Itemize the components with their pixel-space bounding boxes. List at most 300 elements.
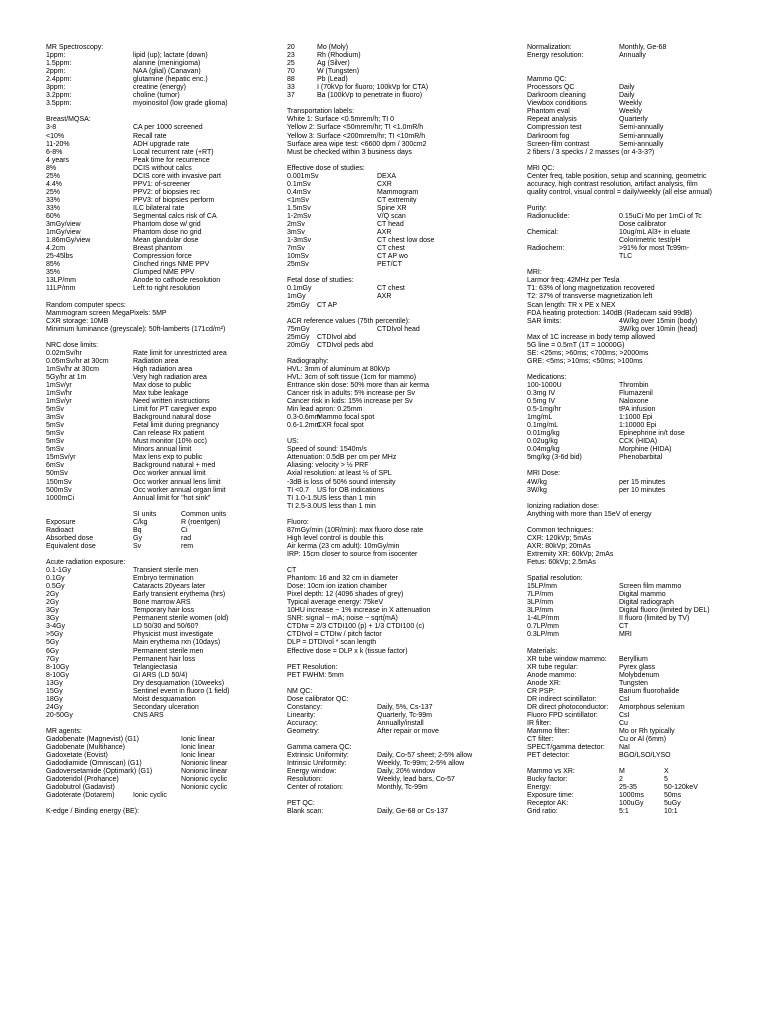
text-line xyxy=(527,213,757,221)
text-line xyxy=(287,720,517,728)
text-line xyxy=(527,438,757,446)
line-spacer xyxy=(287,559,517,567)
line-key: 0.04mg/kg xyxy=(527,446,560,454)
line-key: 150mSv xyxy=(46,478,72,486)
line-key: Receptor AK: xyxy=(527,800,569,808)
text-line xyxy=(46,285,286,293)
line-key: Blank scan: xyxy=(287,808,324,816)
line-value: Embryo termination xyxy=(133,575,194,583)
text-line xyxy=(46,752,286,760)
line-value: Daily, Co-57 sheet; 2-5% allow xyxy=(377,752,473,760)
text-line xyxy=(46,591,286,599)
text-line xyxy=(527,808,757,816)
line-value: Ag (Silver) xyxy=(317,60,350,68)
line-key: Normalization: xyxy=(527,44,572,51)
line-key: T2: 37% of transverse magnetization left xyxy=(527,293,653,301)
line-key: Grid ratio: xyxy=(527,808,558,816)
line-key: 0.001mSv xyxy=(287,172,319,180)
line-key: 25mSv xyxy=(287,261,309,269)
line-value: 4W/kg over 15min (body) xyxy=(619,317,698,325)
text-line xyxy=(527,189,757,197)
text-line xyxy=(527,720,757,728)
line-key: Anything with more than 15eV of energy xyxy=(527,510,652,518)
line-value: DEXA xyxy=(377,172,397,180)
line-value: CTDIvol head xyxy=(377,325,420,333)
line-spacer xyxy=(527,760,757,768)
line-key: Cancer risk in kids: 15% increase per Sv xyxy=(287,398,413,406)
text-line xyxy=(527,430,757,438)
text-line xyxy=(287,406,517,414)
text-line xyxy=(527,551,757,559)
text-line xyxy=(287,784,517,792)
text-line xyxy=(287,414,517,422)
line-key: Common techniques: xyxy=(527,526,594,534)
line-key: 1mSv/yr xyxy=(46,398,72,406)
line-value: Nonionic cyclic xyxy=(181,784,228,792)
line-value: Gy xyxy=(133,534,142,542)
line-value: Semi-annually xyxy=(619,124,664,132)
line-key: 3-4Gy xyxy=(46,623,66,631)
line-key: GRE: <5ms; >10ms; <50ms; >100ms xyxy=(527,357,643,365)
line-value: Weekly xyxy=(619,100,642,108)
line-value: Nonionic linear xyxy=(181,760,228,768)
line-value: Ci xyxy=(181,526,188,534)
line-spacer xyxy=(527,495,757,503)
line-value: CTDIvol abd xyxy=(317,333,356,341)
line-key: Radiochem: xyxy=(527,245,565,253)
line-value: Anode to cathode resolution xyxy=(133,277,221,285)
text-line xyxy=(287,181,517,189)
text-line xyxy=(287,800,517,808)
line-value: Semi-annually xyxy=(619,140,664,148)
line-value: Pyrex glass xyxy=(619,663,656,671)
line-value: Digital fluoro (limited by DEL) xyxy=(619,607,710,615)
text-line xyxy=(46,454,286,462)
text-line xyxy=(287,108,517,116)
line-key: Must be checked within 3 business days xyxy=(287,148,412,156)
text-line xyxy=(527,672,757,680)
text-line xyxy=(46,696,286,704)
text-line xyxy=(287,390,517,398)
line-key: Exposure time: xyxy=(527,792,574,800)
line-key: Anode mammo: xyxy=(527,671,577,679)
line-key: 0.02mSv/hr xyxy=(46,349,82,357)
line-key: Fluoro FPD scintillator: xyxy=(527,711,598,719)
line-value: Temporary hair loss xyxy=(133,607,195,615)
line-key: 5Gy xyxy=(46,639,59,647)
line-key: 50mSv xyxy=(46,470,68,478)
line-key: 7LP/mm xyxy=(527,591,554,599)
text-line xyxy=(527,350,757,358)
text-line xyxy=(287,358,517,366)
text-line xyxy=(46,342,286,350)
line-value: Mammogram xyxy=(377,188,419,196)
line-value: CT chest xyxy=(377,245,405,253)
text-line xyxy=(527,744,757,752)
text-line xyxy=(527,285,757,293)
line-value: BGO/LSO/LYSO xyxy=(619,752,671,760)
text-line xyxy=(46,277,286,285)
text-line xyxy=(527,277,757,285)
line-key: 3mGy/view xyxy=(46,221,81,229)
line-key: 70 xyxy=(287,68,295,76)
line-key: 6-8% xyxy=(46,148,63,156)
line-key: TI <0.7 xyxy=(287,486,309,494)
line-key: 3mSv xyxy=(287,229,305,237)
line-key: 0.5Gy xyxy=(46,583,65,591)
line-value: CsI xyxy=(619,695,630,703)
text-line xyxy=(527,44,757,52)
text-line xyxy=(46,527,286,535)
line-key: IR filter: xyxy=(527,719,552,727)
line-key: 20-50Gy xyxy=(46,711,73,719)
line-key: Energy resolution: xyxy=(527,52,584,60)
line-value: lipid (up); lactate (down) xyxy=(133,52,208,60)
line-value: X xyxy=(664,768,669,776)
line-value: Monthly, Ge-68 xyxy=(619,44,667,51)
line-key: Viewbox conditions xyxy=(527,100,587,108)
text-line xyxy=(527,696,757,704)
line-spacer xyxy=(46,334,286,342)
line-value: DCIS without calcs xyxy=(133,164,192,172)
line-key: 5mSv xyxy=(46,430,64,438)
line-key: Gadoxetate (Eovist) xyxy=(46,752,108,760)
line-value: CXR focal spot xyxy=(317,422,364,430)
line-key: 3LP/mm xyxy=(527,599,554,607)
text-line xyxy=(527,503,757,511)
line-value: CsI xyxy=(619,711,630,719)
text-line xyxy=(287,189,517,197)
line-spacer xyxy=(46,800,286,808)
text-line xyxy=(46,495,286,503)
line-value: Spine XR xyxy=(377,204,407,212)
line-key: MR Spectroscopy: xyxy=(46,44,104,51)
line-key: 1.5mSv xyxy=(287,204,311,212)
line-value: Monthly, Tc-99m xyxy=(377,784,428,792)
line-key: 2.4ppm: xyxy=(46,76,72,84)
line-value: Ionic linear xyxy=(181,736,215,744)
line-key: Bucky factor: xyxy=(527,776,568,784)
line-key: SE: <25ms; >60ms; <700ms; >2000ms xyxy=(527,349,649,357)
line-value: Weekly, lead bars, Co-57 xyxy=(377,776,455,784)
line-key: Dose: 10cm ion ization chamber xyxy=(287,583,387,591)
text-line xyxy=(46,728,286,736)
text-line xyxy=(46,382,286,390)
text-line xyxy=(527,543,757,551)
line-key: Attenuation: 0.5dB per cm per MHz xyxy=(287,454,397,462)
line-key: 0.1-1Gy xyxy=(46,567,71,575)
line-key: 0.1mg/mL xyxy=(527,422,559,430)
line-value: Colorimetric test/pH xyxy=(619,237,681,245)
text-line xyxy=(46,422,286,430)
line-spacer xyxy=(527,157,757,165)
text-line xyxy=(46,631,286,639)
line-value: 1:10000 Epi xyxy=(619,422,657,430)
line-key: Resolution: xyxy=(287,776,323,784)
line-spacer xyxy=(527,68,757,76)
line-value: Occ worker annual lens limit xyxy=(133,478,221,486)
line-value: Daily, 20% window xyxy=(377,768,436,776)
line-key: 1-2mSv xyxy=(287,212,312,220)
text-line xyxy=(287,84,517,92)
text-line xyxy=(46,559,286,567)
line-key: Energy window: xyxy=(287,768,337,776)
text-line xyxy=(46,688,286,696)
line-key: 25% xyxy=(46,172,61,180)
line-value: Secondary ulceration xyxy=(133,703,199,711)
text-line xyxy=(46,736,286,744)
text-line xyxy=(46,680,286,688)
text-line xyxy=(527,173,757,181)
text-line xyxy=(527,631,757,639)
line-value: Max dose to public xyxy=(133,381,192,389)
line-key: 1mSv/hr at 30cm xyxy=(46,365,99,373)
line-value: CT extremity xyxy=(377,196,417,204)
line-value: C/kg xyxy=(133,518,148,526)
line-spacer xyxy=(527,261,757,269)
text-line xyxy=(527,712,757,720)
line-value: Phenobarbital xyxy=(619,454,663,462)
line-key: NRC dose limits: xyxy=(46,341,99,349)
line-value: 100uGy xyxy=(619,800,644,808)
line-key: HVL: 3mm of aluminum at 80kVp xyxy=(287,365,390,373)
text-line xyxy=(287,639,517,647)
line-value: Barium fluorohalide xyxy=(619,687,680,695)
line-key: 0.1mSv xyxy=(287,180,311,188)
line-spacer xyxy=(527,60,757,68)
line-key: Acute radiation exposure: xyxy=(46,559,126,566)
line-key: DLP = DTDIvol * scan length xyxy=(287,639,377,647)
line-key: 1.5ppm: xyxy=(46,60,72,68)
text-line xyxy=(287,382,517,390)
text-line xyxy=(46,430,286,438)
line-key: Gadoversetamide (Optimark) (G1) xyxy=(46,768,153,776)
line-key: Geometry: xyxy=(287,727,320,735)
line-key: Breast/MQSA: xyxy=(46,116,91,124)
line-spacer xyxy=(527,567,757,575)
line-value: NAA (glial) (Canavan) xyxy=(133,68,201,76)
line-key: >5Gy xyxy=(46,631,63,639)
line-value: Digital radiograph xyxy=(619,599,674,607)
line-value: Early transient erythema (hrs) xyxy=(133,591,226,599)
text-line xyxy=(527,302,757,310)
line-key: Fetus: 60kVp; 2.5mAs xyxy=(527,559,596,566)
line-key: Axial resolution: at least ½ of SPL xyxy=(287,470,392,478)
text-line xyxy=(287,470,517,478)
line-key: 2Gy xyxy=(46,599,59,607)
text-line xyxy=(527,245,757,253)
text-line xyxy=(46,462,286,470)
text-line xyxy=(527,334,757,342)
text-line xyxy=(287,607,517,615)
text-line xyxy=(46,390,286,398)
line-key: Scan length: TR x PE x NEX xyxy=(527,301,616,309)
line-key: 33% xyxy=(46,196,61,204)
line-value: V/Q scan xyxy=(377,212,406,220)
line-key: 0.3mg IV xyxy=(527,390,556,398)
line-value: alanine (meningioma) xyxy=(133,60,201,68)
text-line xyxy=(287,479,517,487)
line-key: 25mGy xyxy=(287,333,310,341)
line-key: 1mg/mL xyxy=(527,414,553,422)
line-value: Bone marrow ARS xyxy=(133,599,191,607)
text-line xyxy=(527,599,757,607)
line-value: 1000ms xyxy=(619,792,644,800)
text-line xyxy=(527,149,757,157)
line-value: Clumped NME PPV xyxy=(133,269,195,277)
line-value: Occ worker annual limit xyxy=(133,470,206,478)
line-key: 10HU increase ~ 1% increase in X attenuation xyxy=(287,607,431,615)
line-value: Local recurrent rate (+RT) xyxy=(133,148,214,156)
text-line xyxy=(527,479,757,487)
line-value: Left to right resolution xyxy=(133,285,201,293)
text-line xyxy=(46,648,286,656)
text-line xyxy=(46,261,286,269)
text-line xyxy=(527,141,757,149)
line-key: DR direct photoconductor: xyxy=(527,703,609,711)
line-value: creatine (energy) xyxy=(133,84,186,92)
line-key: 2Gy xyxy=(46,591,59,599)
line-key: Equivalent dose xyxy=(46,542,96,550)
line-key: Center of rotation: xyxy=(287,784,344,792)
line-spacer xyxy=(287,511,517,519)
line-key: 15Gy xyxy=(46,687,63,695)
text-line xyxy=(46,124,286,132)
line-value: rem xyxy=(181,542,194,550)
line-value: Occ worker annual organ limit xyxy=(133,486,226,494)
line-key: 25 xyxy=(287,60,295,68)
line-key: Entrance skin dose: 50% more than air kerma xyxy=(287,381,430,389)
line-value: CA per 1000 screened xyxy=(133,124,203,132)
line-key: MRI QC: xyxy=(527,164,555,172)
line-key: 5G line = 0.5mT (1T = 10000G) xyxy=(527,341,625,349)
text-line xyxy=(527,124,757,132)
line-key: PET detector: xyxy=(527,752,570,760)
text-line xyxy=(46,575,286,583)
text-line xyxy=(46,326,286,334)
line-key: 6Gy xyxy=(46,647,59,655)
line-value: CCK (HIDA) xyxy=(619,438,658,446)
text-line xyxy=(527,487,757,495)
text-line xyxy=(287,487,517,495)
line-key: 1mSv/yr xyxy=(46,381,72,389)
line-spacer xyxy=(527,519,757,527)
line-key: XR tube window mammo: xyxy=(527,655,607,663)
line-value: Mo (Moly) xyxy=(317,44,349,51)
line-value: 10ug/mL Al3+ in eluate xyxy=(619,229,691,237)
line-value: Weekly xyxy=(619,108,642,116)
line-key: Typical average energy: 75keV xyxy=(287,599,384,607)
line-key: 20mGy xyxy=(287,341,310,349)
line-key: 13LP/mm xyxy=(46,277,76,285)
text-line xyxy=(46,776,286,784)
line-value: Pb (Lead) xyxy=(317,76,348,84)
text-line xyxy=(46,479,286,487)
line-value: Digital mammo xyxy=(619,591,666,599)
line-key: HVL: 3cm of soft tissue (1cm for mammo) xyxy=(287,373,417,381)
line-key: 60% xyxy=(46,212,61,220)
line-value: MRI xyxy=(619,631,632,639)
text-line xyxy=(527,390,757,398)
line-value: Dry desquamation (10weeks) xyxy=(133,679,225,687)
line-key: XR tube regular: xyxy=(527,663,578,671)
line-key: Linearity: xyxy=(287,711,316,719)
text-line xyxy=(287,591,517,599)
line-spacer xyxy=(287,310,517,318)
text-line xyxy=(287,744,517,752)
text-line xyxy=(287,623,517,631)
line-spacer xyxy=(287,350,517,358)
line-spacer xyxy=(287,656,517,664)
text-line xyxy=(287,229,517,237)
text-line xyxy=(527,680,757,688)
text-line xyxy=(527,76,757,84)
line-key: SPECT/gamma detector: xyxy=(527,744,605,752)
line-value: Cu or Al (6mm) xyxy=(619,736,667,744)
text-line xyxy=(287,205,517,213)
line-value: TLC xyxy=(619,253,633,261)
line-value: 5:1 xyxy=(619,808,629,816)
text-line xyxy=(287,293,517,301)
text-line xyxy=(527,205,757,213)
line-key: 0.5mg IV xyxy=(527,398,556,406)
text-line xyxy=(287,672,517,680)
line-key: 10mSv xyxy=(287,253,309,261)
text-line xyxy=(527,800,757,808)
line-key: CT filter: xyxy=(527,736,554,744)
line-key: 1mSv/hr xyxy=(46,390,73,398)
text-line xyxy=(46,245,286,253)
line-key: Center freq, table position, setup and scanning, geometric xyxy=(527,172,707,180)
text-line xyxy=(527,784,757,792)
line-key: Mammo QC: xyxy=(527,76,567,84)
line-key: 0.01mg/kg xyxy=(527,430,560,438)
text-line xyxy=(46,44,286,52)
line-key: 0.02ug/kg xyxy=(527,438,558,446)
line-key: 3.2ppm: xyxy=(46,92,72,100)
line-key: <1mSv xyxy=(287,196,309,204)
line-key: -3dB is loss of 50% sound intensity xyxy=(287,478,396,486)
text-line xyxy=(46,792,286,800)
line-key: 20 xyxy=(287,44,295,51)
line-spacer xyxy=(46,503,286,511)
line-value: Semi-annually xyxy=(619,132,664,140)
text-line xyxy=(46,583,286,591)
line-value: Flumazenil xyxy=(619,390,653,398)
line-key: accuracy, high contrast resolution, artifact analysis, film xyxy=(527,180,698,188)
text-line xyxy=(527,591,757,599)
line-value: Cinched rings NME PPV xyxy=(133,261,210,269)
text-line xyxy=(46,302,286,310)
line-value: 1:1000 Epi xyxy=(619,414,653,422)
line-value: >91% for most Tc99m- xyxy=(619,245,690,253)
line-value: Cu xyxy=(619,719,628,727)
line-value: Must monitor (10% occ) xyxy=(133,438,207,446)
line-key: 7Gy xyxy=(46,655,59,663)
text-line xyxy=(287,277,517,285)
line-value: Tungsten xyxy=(619,679,648,687)
text-line xyxy=(46,189,286,197)
line-value: ADH upgrade rate xyxy=(133,140,190,148)
text-line xyxy=(527,398,757,406)
text-line xyxy=(287,648,517,656)
line-key: Aliasing: velocity > ½ PRF xyxy=(287,462,369,470)
line-value: PET/CT xyxy=(377,261,402,269)
line-value: Transient sterile men xyxy=(133,567,199,575)
text-line xyxy=(287,422,517,430)
text-line xyxy=(46,656,286,664)
line-value: Compression force xyxy=(133,253,192,261)
